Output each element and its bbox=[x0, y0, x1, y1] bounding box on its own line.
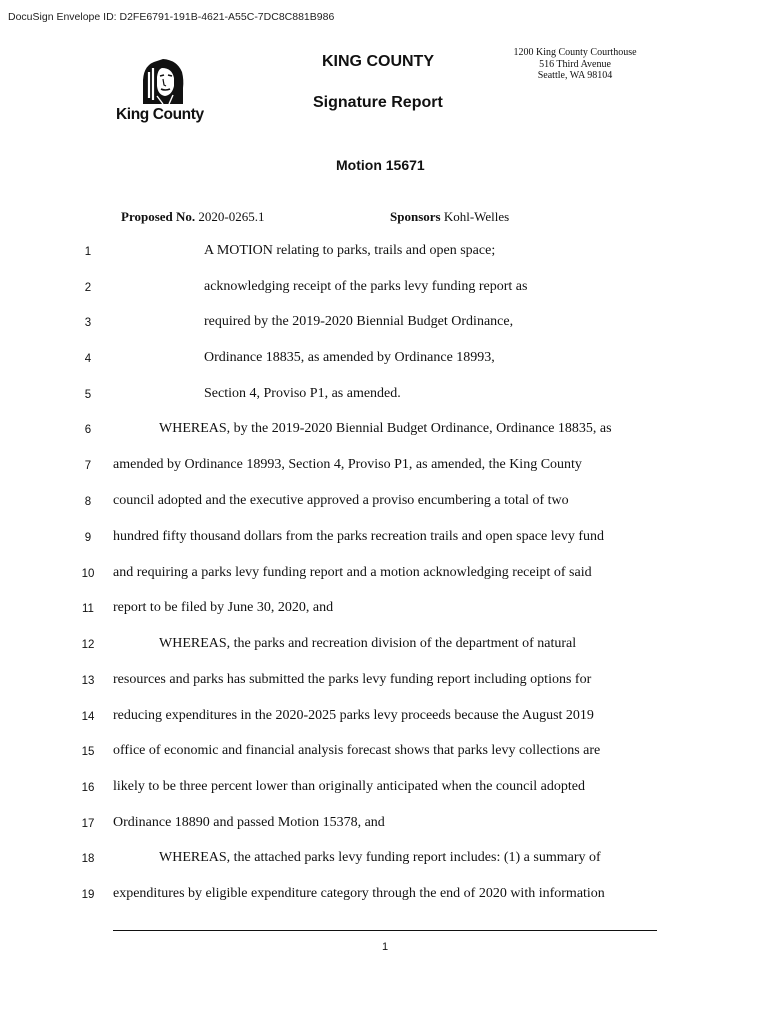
line-number: 2 bbox=[84, 282, 92, 294]
line-number: 7 bbox=[84, 460, 92, 472]
line-text: resources and parks has submitted the parks levy funding report including options for bbox=[113, 672, 592, 687]
proposed-number bbox=[121, 209, 265, 225]
line-number: 3 bbox=[84, 317, 92, 329]
line-text: WHEREAS, by the 2019-2020 Biennial Budget Ordinance, Ordinance 18835, as bbox=[159, 421, 612, 436]
line-text: WHEREAS, the attached parks levy funding report includes: (1) a summary of bbox=[159, 850, 601, 865]
line-number: 9 bbox=[84, 532, 92, 544]
page-number: 1 bbox=[381, 941, 389, 953]
sponsors bbox=[390, 209, 509, 225]
county-title: KING COUNTY bbox=[322, 53, 434, 70]
sponsors-label: Sponsors bbox=[390, 209, 441, 224]
line-text: A MOTION relating to parks, trails and open space; bbox=[204, 243, 496, 258]
line-number: 12 bbox=[81, 639, 95, 651]
line-number: 14 bbox=[81, 711, 95, 723]
line-number: 4 bbox=[84, 353, 92, 365]
address-line: 1200 King County Courthouse bbox=[513, 47, 637, 58]
line-text: required by the 2019-2020 Biennial Budget Ordinance, bbox=[204, 314, 514, 329]
line-number: 15 bbox=[81, 746, 95, 758]
line-number: 6 bbox=[84, 424, 92, 436]
line-text: report to be filed by June 30, 2020, and bbox=[113, 600, 334, 615]
line-number: 16 bbox=[81, 782, 95, 794]
line-text: expenditures by eligible expenditure category through the end of 2020 with information bbox=[113, 886, 605, 901]
line-text: reducing expenditures in the 2020-2025 parks levy proceeds because the August 2019 bbox=[113, 708, 594, 723]
motion-number: Motion 15671 bbox=[336, 157, 425, 173]
line-text: Ordinance 18835, as amended by Ordinance 18993, bbox=[204, 350, 495, 365]
line-text: council adopted and the executive approved a proviso encumbering a total of two bbox=[113, 493, 569, 508]
docusign-envelope-id: DocuSign Envelope ID: D2FE6791-191B-4621-A55C-7DC8C881B986 bbox=[8, 11, 335, 23]
line-number: 17 bbox=[81, 818, 95, 830]
line-text: and requiring a parks levy funding report and a motion acknowledging receipt of said bbox=[113, 565, 592, 580]
king-county-logo bbox=[116, 58, 216, 128]
mlk-portrait-icon bbox=[141, 58, 185, 104]
line-number: 18 bbox=[81, 853, 95, 865]
line-text: acknowledging receipt of the parks levy funding report as bbox=[204, 279, 528, 294]
sponsors-value: Kohl-Welles bbox=[443, 209, 510, 224]
line-number: 8 bbox=[84, 496, 92, 508]
proposed-value: 2020-0265.1 bbox=[198, 209, 265, 224]
line-number: 19 bbox=[81, 889, 95, 901]
report-title: Signature Report bbox=[313, 94, 443, 111]
line-text: Section 4, Proviso P1, as amended. bbox=[204, 386, 401, 401]
line-text: likely to be three percent lower than originally anticipated when the council adopted bbox=[113, 779, 585, 794]
address-line: Seattle, WA 98104 bbox=[537, 70, 613, 81]
line-text: office of economic and financial analysis forecast shows that parks levy collections are bbox=[113, 743, 601, 758]
line-text: WHEREAS, the parks and recreation division of the department of natural bbox=[159, 636, 577, 651]
proposed-label: Proposed No. bbox=[121, 209, 196, 224]
logo-text: King County bbox=[116, 106, 204, 123]
line-text: hundred fifty thousand dollars from the parks recreation trails and open space levy fund bbox=[113, 529, 605, 544]
footer-rule bbox=[113, 930, 657, 931]
line-number: 13 bbox=[81, 675, 95, 687]
line-text: Ordinance 18890 and passed Motion 15378, and bbox=[113, 815, 385, 830]
address-block bbox=[505, 47, 645, 82]
line-text: amended by Ordinance 18993, Section 4, Proviso P1, as amended, the King County bbox=[113, 457, 582, 472]
line-number: 10 bbox=[81, 568, 95, 580]
line-number: 1 bbox=[84, 246, 92, 258]
line-number: 11 bbox=[82, 603, 94, 615]
address-line: 516 Third Avenue bbox=[539, 58, 611, 70]
line-number: 5 bbox=[84, 389, 92, 401]
